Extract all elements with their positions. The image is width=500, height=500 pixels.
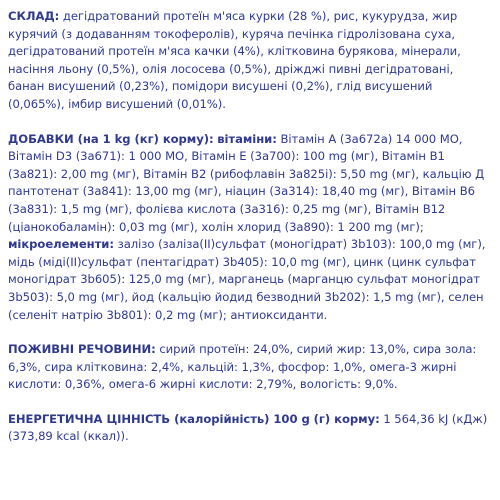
vitamins-text: Вітамін А (3а672а) 14 000 МО, Вітамін D3 (3а671): 1 000 МО, Вітамін Е (3а700): 100 mg (мг), Вітамін В1 (3а821): 2,00 mg (мг), Вітамін В2 (рибофлавін 3а825і): 5,50 mg (мг), кальцію Д пантотенат (3а841): 13,00 mg (мг), ніацин (3а314): 18,40 mg (мг), Вітамін В6 (3а831): 1,5 mg (мг), фолієва кислота (3а316): 0,25 mg (мг), Вітамін В12 (ціанокобаламін): 0,03 mg (мг), холін хлорид (3а890): 1 200 mg (мг); <box>8 131 485 234</box>
microelements-text: залізо (заліза(ІІ)сульфат (моногідрат) 3b103): 100,0 mg (мг), мідь (міді(ІІ)сульфат (пентагідрат) 3b405): 10,0 mg (мг), цинк (цинк сульфат моногідрат 3b605): 125,0 mg (мг), марганець (марганцю сульфат моногідрат 3b503): 5,0 mg (мг), йод (кальцію йодид безводний 3b202): 1,5 mg (мг), селен (селеніт натрію 3b801): 0,2 mg (мг); антиоксиданти. <box>8 237 486 322</box>
additives-heading: ДОБАВКИ (на 1 kg (кг) корму): <box>8 131 214 146</box>
composition-section <box>8 8 490 114</box>
vitamins-label: вітаміни: <box>217 131 277 146</box>
microelements-label: мікроелементи: <box>8 237 114 252</box>
energy-section <box>8 411 490 446</box>
nutrients-text: сирий протеїн: 24,0%, сирий жир: 13,0%, сира зола: 6,3%, сира клітковина: 2,4%, кальцій: 1,3%, фосфор: 1,0%, омега-3 жирні кислоти: 0,36%, омега-6 жирні кислоти: 2,79%, вологість: 9,0%. <box>8 342 477 392</box>
composition-text: дегідратований протеїн м'яса курки (28 %), рис, кукурудза, жир курячий (з додаванням токоферолів), куряча печінка гідролізована суха, дегідратований протеїн м'яса качки (4%), клітковина бурякова, мінерали, насіння льону (0,5%), олія лососева (0,5%), дріжджі пивні дегідратовані, банан висушений (0,23%), помідори висушені (0,2%), глід висушений (0,065%), імбир висушений (0,01%). <box>8 9 461 111</box>
nutrients-section <box>8 341 490 394</box>
nutrients-heading: ПОЖИВНІ РЕЧОВИНИ: <box>8 342 156 357</box>
additives-section <box>8 131 490 325</box>
energy-text: 1 564,36 kJ (кДж) (373,89 kcal (ккал)). <box>8 411 488 444</box>
composition-heading: СКЛАД: <box>8 9 60 23</box>
energy-heading: ЕНЕРГЕТИЧНА ЦІННІСТЬ (калорійність) 100 g (г) корму: <box>8 411 380 426</box>
